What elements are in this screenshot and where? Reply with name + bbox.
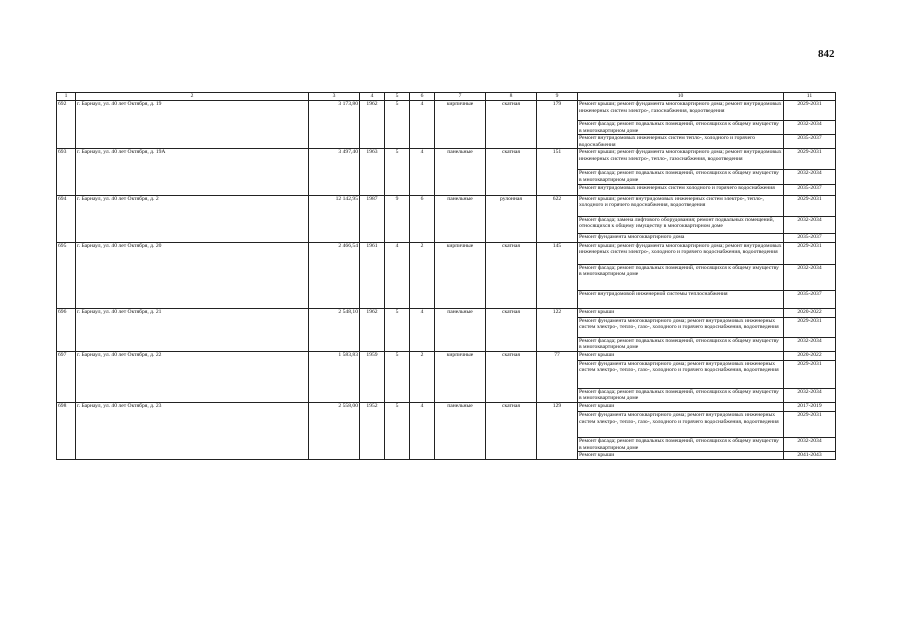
entrances-cell: 6: [410, 195, 435, 242]
work-description-cell: Ремонт фундамента многоквартирного дома; ремонт внутридомовых инженерных систем электро-, тепло-, газо-, холодного и горячего водоснабжения, водоотведения: [578, 411, 784, 437]
work-period-cell: 2029-2031: [784, 317, 836, 337]
work-description-cell: Ремонт крыши; ремонт фундамента многоквартирного дома; ремонт внутридомовых инженерных систем электро-, холодного и горячего водоснабжения, водоотведения: [578, 242, 784, 264]
work-period-cell: 2032-2034: [784, 264, 836, 290]
area-cell: 1 583,83: [309, 351, 360, 402]
work-description-cell: Ремонт крыши: [578, 402, 784, 411]
table-row: [57, 149, 836, 170]
work-period-cell: 2017-2019: [784, 402, 836, 411]
work-period-cell: 2029-2031: [784, 195, 836, 216]
work-description-cell: Ремонт фундамента многоквартирного дома; ремонт внутридомовых инженерных систем электро-, тепло-, газо-, холодного и горячего водоснабжения, водоотведения: [578, 317, 784, 337]
address-cell: г. Барнаул, ул. 40 лет Октября, д. 21: [76, 308, 309, 351]
row-number-cell: 692: [57, 101, 76, 149]
work-period-cell: 2029-2031: [784, 242, 836, 264]
table-row: [57, 402, 836, 411]
work-description-cell: Ремонт фундамента многоквартирного дома; ремонт внутридомовых инженерных систем электро-, тепло-, газо-, холодного и горячего водоснабжения, водоотведения: [578, 360, 784, 388]
work-description-cell: Ремонт фасада; ремонт подвальных помещений, относящихся к общему имуществу в многоквартирном доме: [578, 264, 784, 290]
work-period-cell: 2032-2034: [784, 437, 836, 451]
row-number-cell: 697: [57, 351, 76, 402]
column-number: 8: [486, 93, 537, 101]
work-period-cell: 2035-2037: [784, 290, 836, 308]
registry-body: [57, 101, 836, 460]
residents-cell: 622: [537, 195, 578, 242]
work-description-cell: Ремонт фасада; ремонт подвальных помещений, относящихся к общему имуществу в многоквартирном доме: [578, 121, 784, 135]
entrances-cell: 4: [410, 308, 435, 351]
column-number: 10: [578, 93, 784, 101]
area-cell: 2 548,10: [309, 308, 360, 351]
floors-cell: 5: [385, 351, 410, 402]
wall-material-cell: кирпичные: [435, 242, 486, 308]
entrances-cell: 2: [410, 242, 435, 308]
row-number-cell: 694: [57, 195, 76, 242]
work-period-cell: 2032-2034: [784, 216, 836, 233]
floors-cell: 5: [385, 308, 410, 351]
work-period-cell: 2032-2034: [784, 337, 836, 351]
floors-cell: 4: [385, 242, 410, 308]
floors-cell: 5: [385, 402, 410, 459]
work-description-cell: Ремонт крыши: [578, 452, 784, 460]
column-number: 5: [385, 93, 410, 101]
roof-type-cell: скатная: [486, 308, 537, 351]
year-cell: 1961: [360, 242, 385, 308]
floors-cell: 5: [385, 101, 410, 149]
address-cell: г. Барнаул, ул. 40 лет Октября, д. 23: [76, 402, 309, 459]
work-description-cell: Ремонт фасада; ремонт подвальных помещений, относящихся к общему имуществу в многоквартирном доме: [578, 388, 784, 402]
work-description-cell: Ремонт внутридомовых инженерных систем тепло-, холодного и горячего водоснабжения: [578, 135, 784, 149]
area-cell: 3 497,40: [309, 149, 360, 195]
work-period-cell: 2029-2031: [784, 360, 836, 388]
row-number-cell: 696: [57, 308, 76, 351]
wall-material-cell: панельные: [435, 308, 486, 351]
entrances-cell: 4: [410, 101, 435, 149]
work-description-cell: Ремонт внутридомовой инженерной системы теплоснабжения: [578, 290, 784, 308]
work-description-cell: Ремонт крыши; ремонт фундамента многоквартирного дома; ремонт внутридомовых инженерных систем электро-, газоснабжения, водоотведения: [578, 101, 784, 121]
row-number-cell: 695: [57, 242, 76, 308]
table-row: [57, 351, 836, 360]
column-number: 1: [57, 93, 76, 101]
area-cell: 2 466,54: [309, 242, 360, 308]
wall-material-cell: кирпичные: [435, 101, 486, 149]
work-period-cell: 2032-2034: [784, 121, 836, 135]
work-period-cell: 2035-2037: [784, 233, 836, 242]
residents-cell: 129: [537, 402, 578, 459]
wall-material-cell: панельные: [435, 149, 486, 195]
roof-type-cell: скатная: [486, 149, 537, 195]
area-cell: 12 142,95: [309, 195, 360, 242]
table-row: [57, 242, 836, 264]
residents-cell: 179: [537, 101, 578, 149]
address-cell: г. Барнаул, ул. 40 лет Октября, д. 2: [76, 195, 309, 242]
work-period-cell: 2035-2037: [784, 184, 836, 195]
address-cell: г. Барнаул, ул. 40 лет Октября, д. 22: [76, 351, 309, 402]
work-description-cell: Ремонт фасада; ремонт подвальных помещений, относящихся к общему имуществу в многоквартирном доме: [578, 337, 784, 351]
year-cell: 1952: [360, 402, 385, 459]
address-cell: г. Барнаул, ул. 40 лет Октября, д. 19: [76, 101, 309, 149]
table-row: [57, 101, 836, 121]
work-description-cell: Ремонт фасада; ремонт подвальных помещений, относящихся к общему имуществу в многоквартирном доме: [578, 170, 784, 184]
column-number: 11: [784, 93, 836, 101]
roof-type-cell: скатная: [486, 242, 537, 308]
roof-type-cell: скатная: [486, 101, 537, 149]
work-description-cell: Ремонт крыши: [578, 308, 784, 317]
entrances-cell: 4: [410, 402, 435, 459]
column-number: 2: [76, 93, 309, 101]
year-cell: 1987: [360, 195, 385, 242]
column-number-row: [57, 93, 836, 101]
work-period-cell: 2032-2034: [784, 170, 836, 184]
row-number-cell: 693: [57, 149, 76, 195]
year-cell: 1962: [360, 101, 385, 149]
work-period-cell: 2029-2031: [784, 411, 836, 437]
year-cell: 1959: [360, 351, 385, 402]
wall-material-cell: панельные: [435, 195, 486, 242]
column-number: 6: [410, 93, 435, 101]
residents-cell: 145: [537, 242, 578, 308]
table-row: [57, 195, 836, 216]
residents-cell: 151: [537, 149, 578, 195]
roof-type-cell: рулонная: [486, 195, 537, 242]
work-description-cell: Ремонт фундамента многоквартирного дома: [578, 233, 784, 242]
work-period-cell: 2032-2034: [784, 388, 836, 402]
work-description-cell: Ремонт внутридомовых инженерных систем холодного и горячего водоснабжения: [578, 184, 784, 195]
work-description-cell: Ремонт крыши: [578, 351, 784, 360]
year-cell: 1963: [360, 149, 385, 195]
work-description-cell: Ремонт крыши; ремонт фундамента многоквартирного дома; ремонт внутридомовых инженерных систем электро-, тепло-, газоснабжения, водоотведения: [578, 149, 784, 170]
address-cell: г. Барнаул, ул. 40 лет Октября, д. 20: [76, 242, 309, 308]
wall-material-cell: панельные: [435, 402, 486, 459]
area-cell: 2 558,00: [309, 402, 360, 459]
page-number: 842: [818, 48, 835, 60]
area-cell: 3 173,80: [309, 101, 360, 149]
year-cell: 1962: [360, 308, 385, 351]
work-period-cell: 2029-2031: [784, 101, 836, 121]
work-description-cell: Ремонт крыши; ремонт внутридомовых инженерных систем электро-, тепло-, холодного и горячего водоснабжения, водоотведения: [578, 195, 784, 216]
residents-cell: 77: [537, 351, 578, 402]
work-period-cell: 2020-2022: [784, 308, 836, 317]
work-period-cell: 2020-2022: [784, 351, 836, 360]
column-number: 4: [360, 93, 385, 101]
column-number: 7: [435, 93, 486, 101]
address-cell: г. Барнаул, ул. 40 лет Октября, д. 19А: [76, 149, 309, 195]
column-number: 3: [309, 93, 360, 101]
work-description-cell: Ремонт фасада; ремонт подвальных помещений, относящихся к общему имуществу в многоквартирном доме: [578, 437, 784, 451]
row-number-cell: 698: [57, 402, 76, 459]
table-row: [57, 308, 836, 317]
roof-type-cell: скатная: [486, 351, 537, 402]
building-registry-table: [56, 92, 836, 460]
wall-material-cell: кирпичные: [435, 351, 486, 402]
residents-cell: 122: [537, 308, 578, 351]
floors-cell: 5: [385, 149, 410, 195]
work-period-cell: 2035-2037: [784, 135, 836, 149]
work-description-cell: Ремонт фасада; замена лифтового оборудования; ремонт подвальных помещений, относящихся к общему имуществу в многоквартирном доме: [578, 216, 784, 233]
work-period-cell: 2041-2043: [784, 452, 836, 460]
column-number: 9: [537, 93, 578, 101]
floors-cell: 9: [385, 195, 410, 242]
entrances-cell: 4: [410, 149, 435, 195]
roof-type-cell: скатная: [486, 402, 537, 459]
work-period-cell: 2029-2031: [784, 149, 836, 170]
entrances-cell: 2: [410, 351, 435, 402]
